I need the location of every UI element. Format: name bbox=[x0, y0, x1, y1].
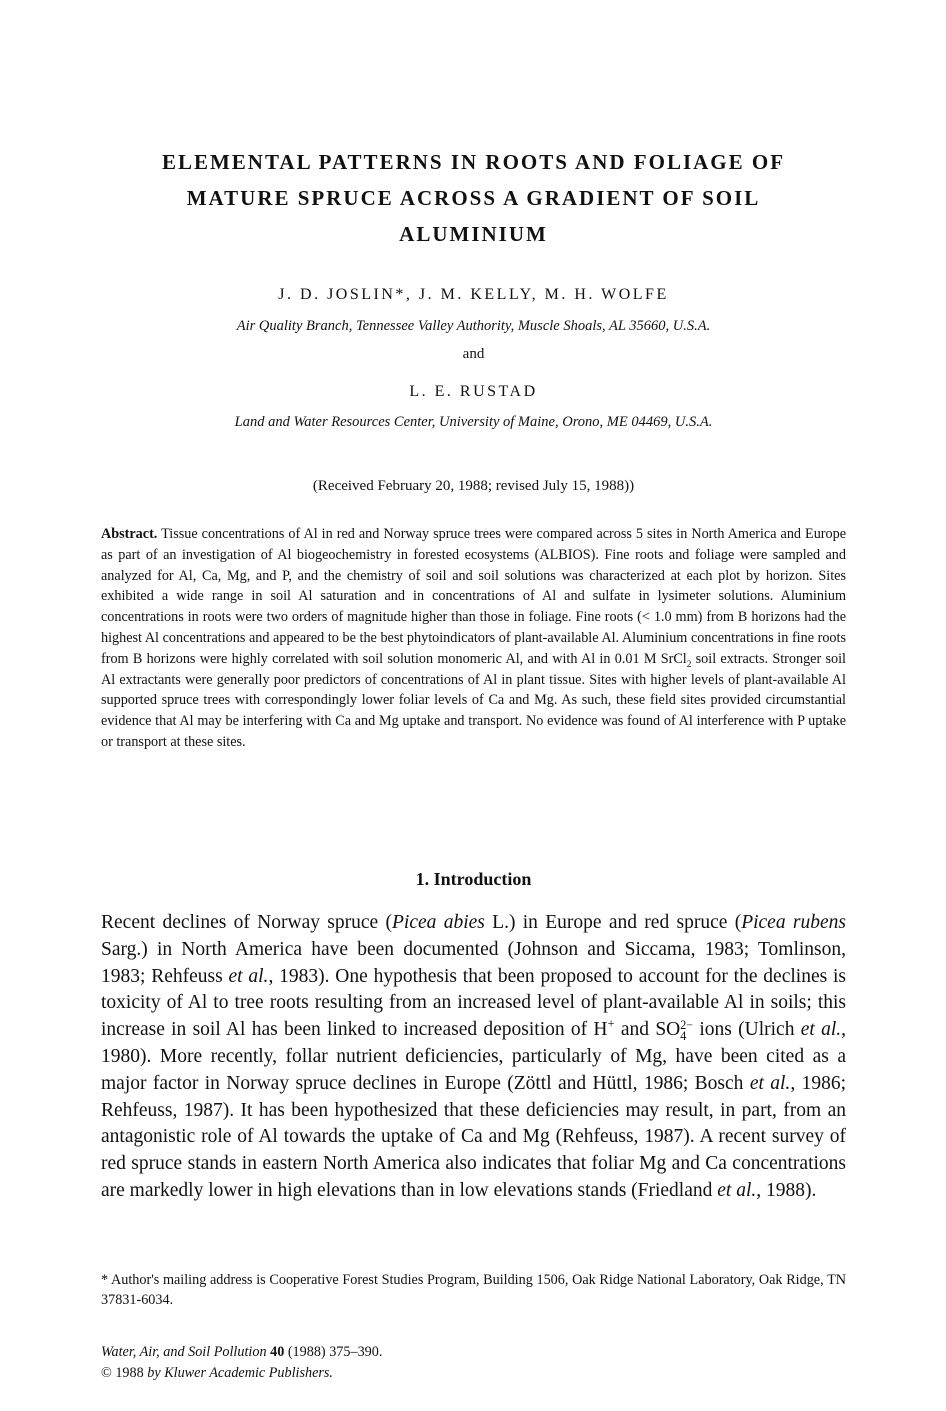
introduction-paragraph bbox=[101, 910, 846, 1205]
affiliation-1: Air Quality Branch, Tennessee Valley Authority, Muscle Shoals, AL 35660, U.S.A. bbox=[236, 318, 711, 334]
intro-text: , 1986; Rehfeuss, 1987). It has been hypothesized that these deficiencies may result, in part, from an antagonistic role of Al towards the uptake of Ca and Mg (Rehfeuss, 1987). A recent survey of red spruce stands in eastern North America also indicates that foliar Mg and Ca concentrations are markedly lower in high elevations than in low elevations stands (Friedland bbox=[101, 1072, 846, 1201]
intro-italic: et al. bbox=[717, 1179, 757, 1201]
copyright-prefix: © 1988 bbox=[101, 1365, 148, 1381]
authors-line-1: J. D. JOSLIN*, J. M. KELLY, M. H. WOLFE bbox=[278, 286, 669, 303]
title-line-1: ELEMENTAL PATTERNS IN ROOTS AND FOLIAGE OF bbox=[161, 150, 786, 174]
intro-text: ions (Ulrich bbox=[693, 1019, 801, 1041]
intro-text: Sarg.) in North America have been documented (Johnson and Siccama, 1983; Tomlinson, 1983; Rehfeuss bbox=[101, 938, 846, 987]
sulfate-charge bbox=[680, 1017, 694, 1043]
journal-citation bbox=[101, 1342, 846, 1384]
journal-pages: (1988) 375–390. bbox=[284, 1344, 383, 1360]
journal-line bbox=[101, 1342, 846, 1363]
intro-text: and SO bbox=[614, 1019, 681, 1041]
intro-subscript: 4 bbox=[680, 1028, 687, 1043]
affiliation-2: Land and Water Resources Center, University of Maine, Orono, ME 04469, U.S.A. bbox=[234, 414, 713, 430]
intro-text: , 1983). One hypothesis that been proposed to account for the declines is toxicity of Al to tree roots resulting from an increased level of plant-available Al in soils; this increase in soil Al has been linked to increased deposition of H bbox=[101, 965, 846, 1041]
authors-line-2: L. E. RUSTAD bbox=[409, 383, 538, 400]
paper-title bbox=[101, 144, 846, 252]
journal-volume: 40 bbox=[266, 1344, 285, 1360]
title-line-3: ALUMINIUM bbox=[399, 222, 548, 246]
copyright-publisher: by Kluwer Academic Publishers. bbox=[147, 1365, 333, 1381]
title-line-2: MATURE SPRUCE ACROSS A GRADIENT OF SOIL bbox=[186, 186, 761, 210]
intro-italic: et al. bbox=[800, 1019, 842, 1041]
abstract-text-a: Tissue concentrations of Al in red and Norway spruce trees were compared across 5 sites in North America and Europe as part of an investigation of Al biogeochemistry in forested ecosystems (ALBIOS). Fine roots and foliage were sampled and analyzed for Al, Ca, Mg, and P, and the chemistry of soil and soil solutions was characterized at each plot by horizon. Sites exhibited a wide range in soil Al saturation and in concentrations of Al and sulfate in lysimeter solutions. Aluminium concentrations in roots were two orders of magnitude higher than those in foliage. Fine roots (< 1.0 mm) from B horizons had the highest Al concentrations and appeared to be the best phytoindicators of plant-available Al. Aluminium concentrations in fine roots from B horizons were highly correlated with soil solution monomeric Al, and with Al in 0.01 M SrCl bbox=[101, 526, 846, 667]
intro-text: , 1988). bbox=[756, 1179, 817, 1201]
intro-text: Recent declines of Norway spruce ( bbox=[101, 912, 392, 933]
abstract-label: Abstract. bbox=[101, 526, 158, 542]
intro-italic: Picea abies bbox=[392, 912, 485, 933]
intro-superscript: 2− bbox=[680, 1017, 694, 1032]
intro-superscript: + bbox=[607, 1016, 615, 1031]
received-dates: (Received February 20, 1988; revised July 15, 1988)) bbox=[312, 478, 635, 494]
abstract-subscript: 2 bbox=[686, 658, 692, 669]
intro-italic: et al. bbox=[228, 965, 269, 987]
journal-name: Water, Air, and Soil Pollution bbox=[101, 1344, 267, 1360]
intro-text: L.) in Europe and red spruce ( bbox=[484, 912, 742, 933]
abstract bbox=[101, 524, 846, 753]
author-footnote: * Author's mailing address is Cooperative Forest Studies Program, Building 1506, Oak Ridge National Laboratory, Oak Ridge, TN 37831-6034. bbox=[101, 1272, 846, 1308]
abstract-text-b: soil extracts. Stronger soil Al extractants were generally poor predictors of concentrations of Al in plant tissue. Sites with higher levels of plant-available Al supported spruce trees with correspondingly lower foliar levels of Ca and Mg. As such, these field sites provided circumstantial evidence that Al may be interfering with Ca and Mg uptake and transport. No evidence was found of Al interference with P uptake or transport at these sites. bbox=[101, 650, 846, 750]
intro-italic: et al. bbox=[749, 1072, 791, 1094]
intro-italic: Picea rubens bbox=[741, 912, 846, 933]
and-text: and bbox=[462, 346, 485, 362]
copyright-line bbox=[101, 1363, 846, 1384]
section-heading-introduction: 1. Introduction bbox=[415, 869, 532, 889]
intro-text: , 1980). More recently, follar nutrient deficiencies, particularly of Mg, have been cited as a major factor in Norway spruce declines in Europe (Zöttl and Hüttl, 1986; Bosch bbox=[101, 1019, 846, 1094]
